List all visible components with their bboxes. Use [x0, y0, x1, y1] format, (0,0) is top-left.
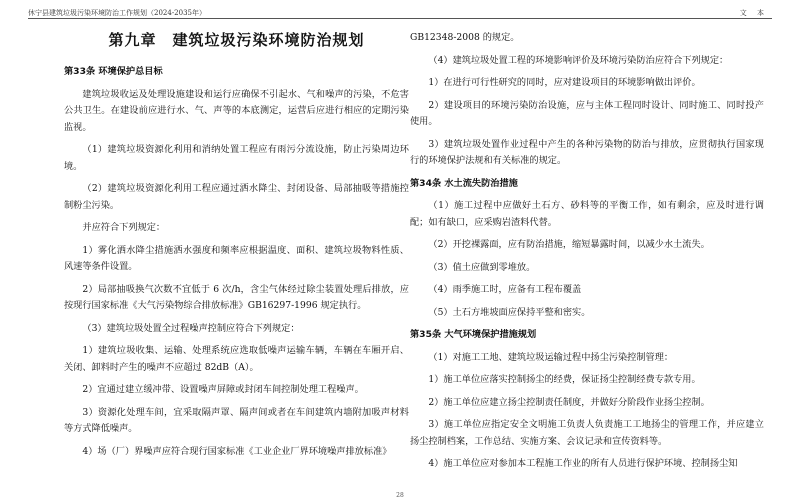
article-34-heading: 第34条 水土流失防治措施	[410, 177, 518, 189]
paragraph: 4）施工单位应对参加本工程施工作业的所有人员进行保护环境、控制扬尘知	[428, 458, 738, 469]
paragraph: 建筑垃圾收运及处理设施建设和运行应确保不引起水、气和噪声的污染，不危害公共卫生。在建设前应进行水、气、声等的本底测定，运营后应进行相应的定期污染监视。	[64, 88, 409, 133]
paragraph: （2）建筑垃圾资源化利用工程应通过洒水降尘、封闭设备、局部抽吸等措施控制粉尘污染。	[64, 183, 409, 211]
paragraph: （1）对施工工地、建筑垃圾运输过程中扬尘污染控制管理：	[428, 351, 674, 363]
paragraph: （2）开挖裸露面，应有防治措施，缩短暴露时间，以减少水土流失。	[428, 239, 710, 250]
paragraph: 并应符合下列规定：	[82, 222, 166, 233]
paragraph: 1）建筑垃圾收集、运输、处理系统应选取低噪声运输车辆，车辆在车厢开启、关闭、卸料时产生的噪声不应超过 82dB（A）。	[64, 345, 409, 373]
paragraph: 2）建设项目的环境污染防治设施，应与主体工程同时设计、同时施工、同时投产使用。	[410, 99, 764, 127]
paragraph: 1）施工单位应落实控制扬尘的经费，保证扬尘控制经费专款专用。	[428, 374, 701, 385]
paragraph: 3）资源化处理车间，宜采取隔声罩、隔声间或者在车间建筑内墙附加吸声材料等方式降低噪声。	[64, 406, 409, 434]
paragraph: （4）建筑垃圾处置工程的环境影响评价及环境污染防治应符合下列规定：	[428, 54, 729, 66]
paragraph: 2）宜通过建立缓冲带、设置噪声屏障或封闭车间控制处理工程噪声。	[82, 384, 364, 395]
paragraph: 1）在进行可行性研究的同时，应对建设项目的环境影响做出评价。	[428, 77, 701, 88]
paragraph: 3）施工单位应指定安全文明施工负责人负责施工工地扬尘的管理工作，并应建立扬尘控制档案，工作总结、实施方案、会议记录和宣传资料等。	[410, 419, 764, 447]
paragraph: （3）值土应做到零堆放。	[428, 261, 536, 273]
running-header	[28, 6, 772, 19]
paragraph: GB12348-2008 的规定。	[410, 32, 520, 43]
paragraph: （5）土石方堆坡面应保持平整和密实。	[428, 306, 591, 318]
article-33-heading: 第33条 环境保护总目标	[64, 66, 163, 77]
paragraph: 2）施工单位应建立扬尘控制责任制度，并做好分阶段作业扬尘控制。	[428, 396, 710, 408]
paragraph: （1）建筑垃圾资源化利用和消纳处置工程应有雨污分流设施，防止污染周边环境。	[64, 144, 409, 172]
paragraph: （3）建筑垃圾处置全过程噪声控制应符合下列规定：	[82, 322, 300, 334]
paragraph: 1）雾化洒水降尘措施洒水强度和频率应根据温度、面积、建筑垃圾物料性质、风速等条件设置。	[64, 244, 409, 272]
article-35-heading: 第35条 大气环境保护措施规划	[410, 329, 537, 340]
paragraph: （4）雨季施工时，应备有工程布覆盖	[428, 284, 582, 295]
paragraph: （1）施工过程中应做好土石方、砂料等的平衡工作，如有剩余，应及时进行调配；如有缺口，应采购岩渣料代替。	[410, 200, 764, 228]
header-document-title: 休宁县建筑垃圾污染环境防治工作规划（2024-2035年）	[28, 9, 206, 17]
paragraph: 3）建筑垃圾处置作业过程中产生的各种污染物的防治与排放，应贯彻执行国家现行的环境保护法规和有关标准的规定。	[410, 138, 764, 166]
paragraph: 4）场（厂）界噪声应符合现行国家标准《工业企业厂界环境噪声排放标准》	[82, 445, 392, 457]
header-section-label: 文 本	[739, 9, 768, 17]
paragraph: 2）局部抽吸换气次数不宜低于 6 次/h，含尘气体经过除尘装置处理后排放，应按现行国家标准《大气污染物综合排放标准》GB16297-1996 规定执行。	[64, 283, 409, 311]
page-number: 28	[396, 492, 404, 499]
right-column	[410, 30, 764, 479]
left-column	[64, 30, 409, 466]
chapter-title: 第九章 建筑垃圾污染环境防治规划	[108, 31, 365, 49]
